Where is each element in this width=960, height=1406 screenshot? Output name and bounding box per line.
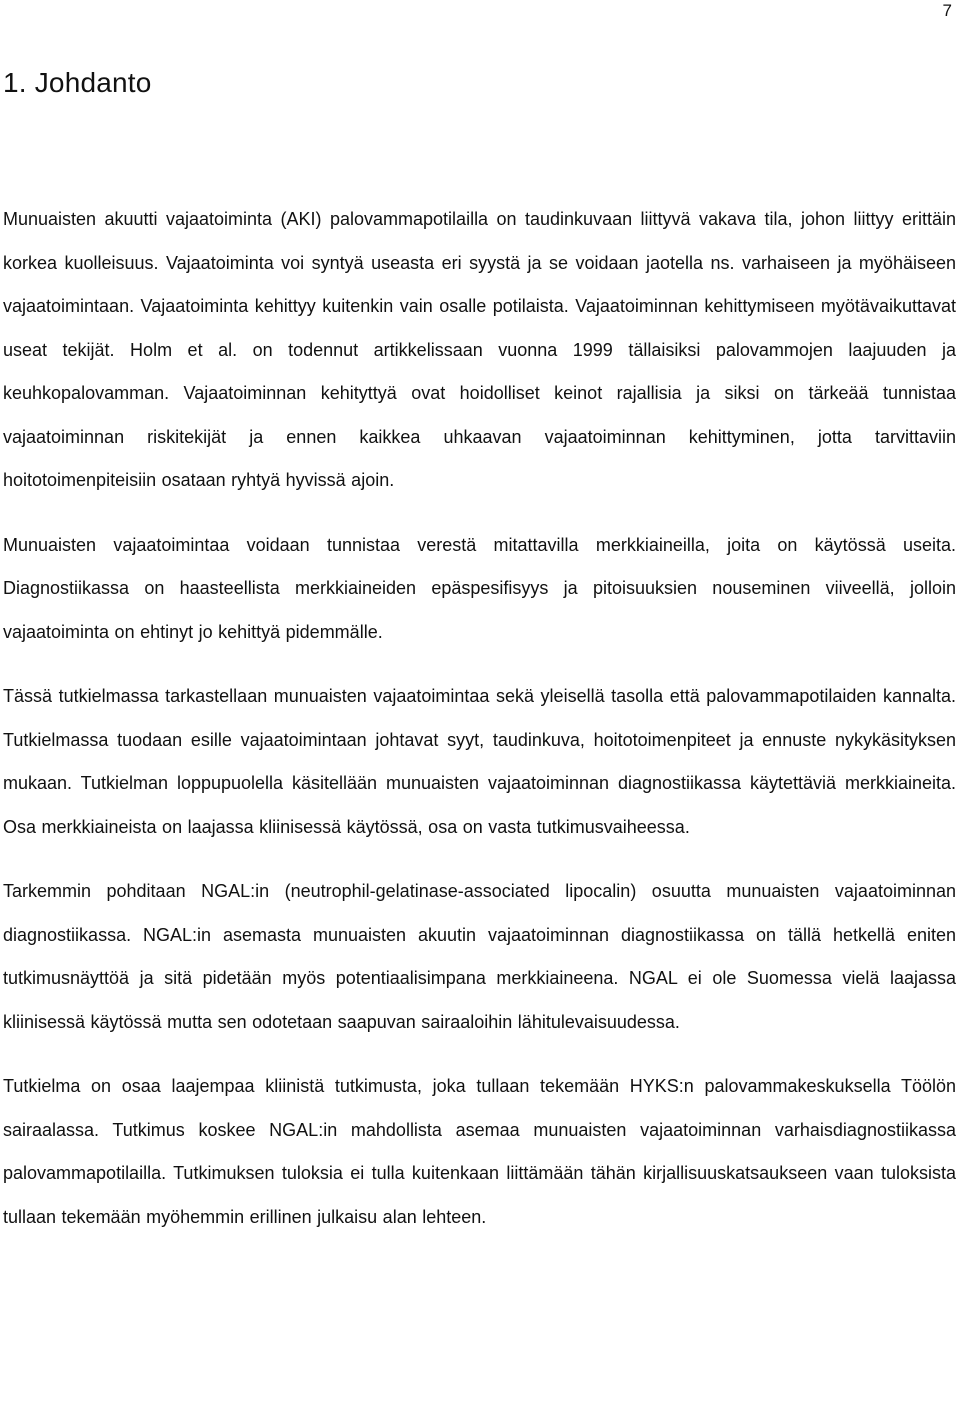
paragraph-gap: [3, 654, 956, 675]
paragraph-2: Munuaisten vajaatoimintaa voidaan tunnistaa verestä mitattavilla merkkiaineilla, joita on käytössä useita. Diagnostiikassa on haasteellista merkkiaineiden epäspesifisyys ja pitoisuuksien nouseminen viiveellä, jolloin vajaatoiminta on ehtinyt jo kehittyä pidemmälle.: [3, 534, 956, 642]
paragraph-gap: [3, 849, 956, 870]
paragraph-1: Munuaisten akuutti vajaatoiminta (AKI) palovammapotilailla on taudinkuvaan liittyvä vakava tila, johon liittyy erittäin korkea kuolleisuus. Vajaatoiminta voi syntyä useasta eri syystä ja se voidaan jaotella ns. varhaiseen ja myöhäiseen vajaatoimintaan. Vajaatoiminta kehittyy kuitenkin vain osalle potilaista. Vajaatoiminnan kehittymiseen myötävaikuttavat useat tekijät. Holm et al. on todennut artikkelissaan vuonna 1999 tällaisiksi palovammojen laajuuden ja keuhkopalovamman. Vajaatoiminnan kehityttyä ovat hoidolliset keinot rajallisia ja siksi on tärkeää tunnistaa vajaatoiminnan riskitekijät ja ennen kaikkea uhkaavan vajaatoiminnan kehittyminen, jotta tarvittaviin hoitotoimenpiteisiin osataan ryhtyä hyvissä ajoin.: [3, 209, 956, 490]
page-number: 7: [942, 1, 952, 20]
chapter-heading: 1. Johdanto: [3, 67, 152, 98]
paragraph-3: Tässä tutkielmassa tarkastellaan munuaisten vajaatoimintaa sekä yleisellä tasolla että palovammapotilaiden kannalta. Tutkielmassa tuodaan esille vajaatoimintaan johtavat syyt, taudinkuva, hoitotoimenpiteet ja ennuste nykykäsityksen mukaan. Tutkielman loppupuolella käsitellään munuaisten vajaatoiminnan diagnostiikassa käytettäviä merkkiaineita. Osa merkkiaineista on laajassa kliinisessä käytössä, osa on vasta tutkimusvaiheessa.: [3, 686, 956, 837]
document-body: [3, 198, 956, 1239]
paragraph-gap: [3, 503, 956, 524]
paragraph-gap: [3, 1044, 956, 1065]
paragraph-4: Tarkemmin pohditaan NGAL:in (neutrophil-gelatinase-associated lipocalin) osuutta munuaisten vajaatoiminnan diagnostiikassa. NGAL:in asemasta munuaisten akuutin vajaatoiminnan diagnostiikassa on tällä hetkellä eniten tutkimusnäyttöä ja sitä pidetään myös potentiaalisimpana merkkiaineena. NGAL ei ole Suomessa vielä laajassa kliinisessä käytössä mutta sen odotetaan saapuvan sairaaloihin lähitulevaisuudessa.: [3, 881, 956, 1032]
paragraph-5: Tutkielma on osaa laajempaa kliinistä tutkimusta, joka tullaan tekemään HYKS:n palovammakeskuksella Töölön sairaalassa. Tutkimus koskee NGAL:in mahdollista asemaa munuaisten vajaatoiminnan varhaisdiagnostiikassa palovammapotilailla. Tutkimuksen tuloksia ei tulla kuitenkaan liittämään tähän kirjallisuuskatsaukseen vaan tuloksista tullaan tekemään myöhemmin erillinen julkaisu alan lehteen.: [3, 1076, 956, 1227]
